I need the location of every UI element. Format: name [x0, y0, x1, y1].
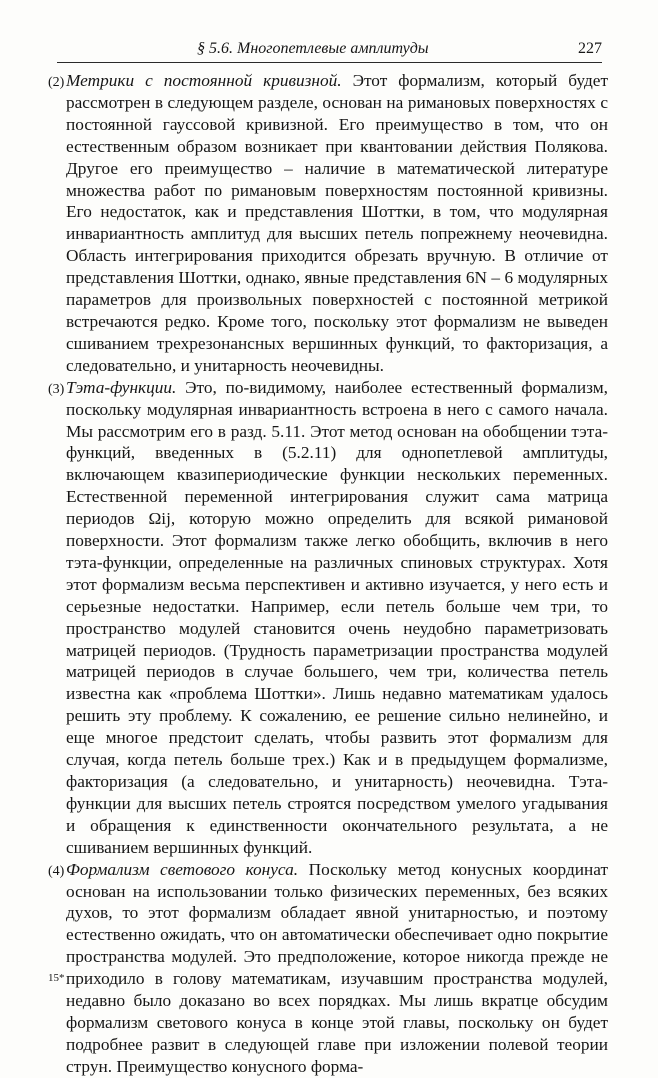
item-heading: Формализм светового конуса. — [66, 859, 299, 879]
item-text: Это, по-видимому, наиболее естественный формализм, поскольку модулярная инвариантность встроена в него с самого начала. Мы рассмотрим его в разд. 5.11. Этот метод основан на обобщении тэта-функций, введенных в (5.2.11) для однопетлевой амплитуды, включающем квазипериодические функции нескольких переменных. Естественной переменной интегрирования служит сама матрица периодов Ωij, которую можно определить для всякой римановой поверхности. Этот формализм также легко обобщить, включив в него тэта-функции, определенные на различных спиновых структурах. Хотя этот формализм весьма перспективен и активно изучается, у него есть и серьезные недостатки. Например, если петель больше чем три, то пространство модулей становится очень неудобно параметризовать матрицей периодов. (Трудность параметризации пространства модулей матрицей периодов в случае большего, чем три, количества петель известна как «проблема Шоттки». Лишь недавно математикам удалось решить эту проблему. К сожалению, ее решение сильно нелинейно, и еще многое предстоит сделать, чтобы развить этот формализм для случая, когда петель больше трех.) Как и в предыдущем формализме, факторизация (а следовательно, и унитарность) неочевидна. Тэта-функции для высших петель строятся посредством умелого угадывания и обращения к единственности окончательного результата, а не сшиванием вершинных функций. — [66, 377, 608, 857]
item-number: (3) — [48, 381, 65, 397]
list-item — [48, 377, 608, 859]
list-item — [48, 70, 608, 377]
running-header — [57, 38, 602, 63]
running-title: § 5.6. Многопетлевые амплитуды — [197, 40, 429, 57]
item-heading: Тэта-функции. — [66, 377, 177, 397]
printer-signature: 15* — [48, 972, 65, 984]
page-body — [48, 70, 608, 1078]
item-number: (4) — [48, 863, 65, 879]
list-item — [48, 859, 608, 1078]
item-text: Поскольку метод конусных координат основан на использовании только физических переменных, без всяких духов, то этот формализм обладает явной унитарностью, и поэтому естественно ожидать, что он автоматически обеспечивает одно покрытие пространства модулей. Это предположение, которое никогда прежде не приходило в голову математикам, изучавшим пространства модулей, недавно было доказано во всех порядках. Мы лишь вкратце обсудим формализм светового конуса в конце этой главы, поскольку он будет подробнее развит в следующей главе при изложении полевой теории струн. Преимущество конусного форма- — [66, 859, 609, 1076]
item-text: Этот формализм, который будет рассмотрен в следующем разделе, основан на римановых поверхностях с постоянной гауссовой кривизной. Его преимущество в том, что он естественным образом возникает при квантовании действия Полякова. Другое его преимущество – наличие в математической литературе множества работ по римановым поверхностям постоянной кривизны. Его недостаток, как и представления Шоттки, в том, что модулярная инвариантность амплитуд для высших петель попрежнему неочевидна. Область интегрирования приходится обрезать вручную. В отличие от представления Шоттки, однако, явные представления 6N – 6 модулярных параметров для произвольных поверхностей с постоянной метрикой встречаются редко. Кроме того, поскольку этот формализм не выведен сшиванием трехрезонансных вершинных функций, то факторизация, а следовательно, и унитарность неочевидны. — [66, 71, 608, 375]
item-heading: Метрики с постоянной кривизной. — [66, 71, 342, 90]
item-number: (2) — [48, 75, 65, 90]
page-number: 227 — [578, 40, 602, 57]
